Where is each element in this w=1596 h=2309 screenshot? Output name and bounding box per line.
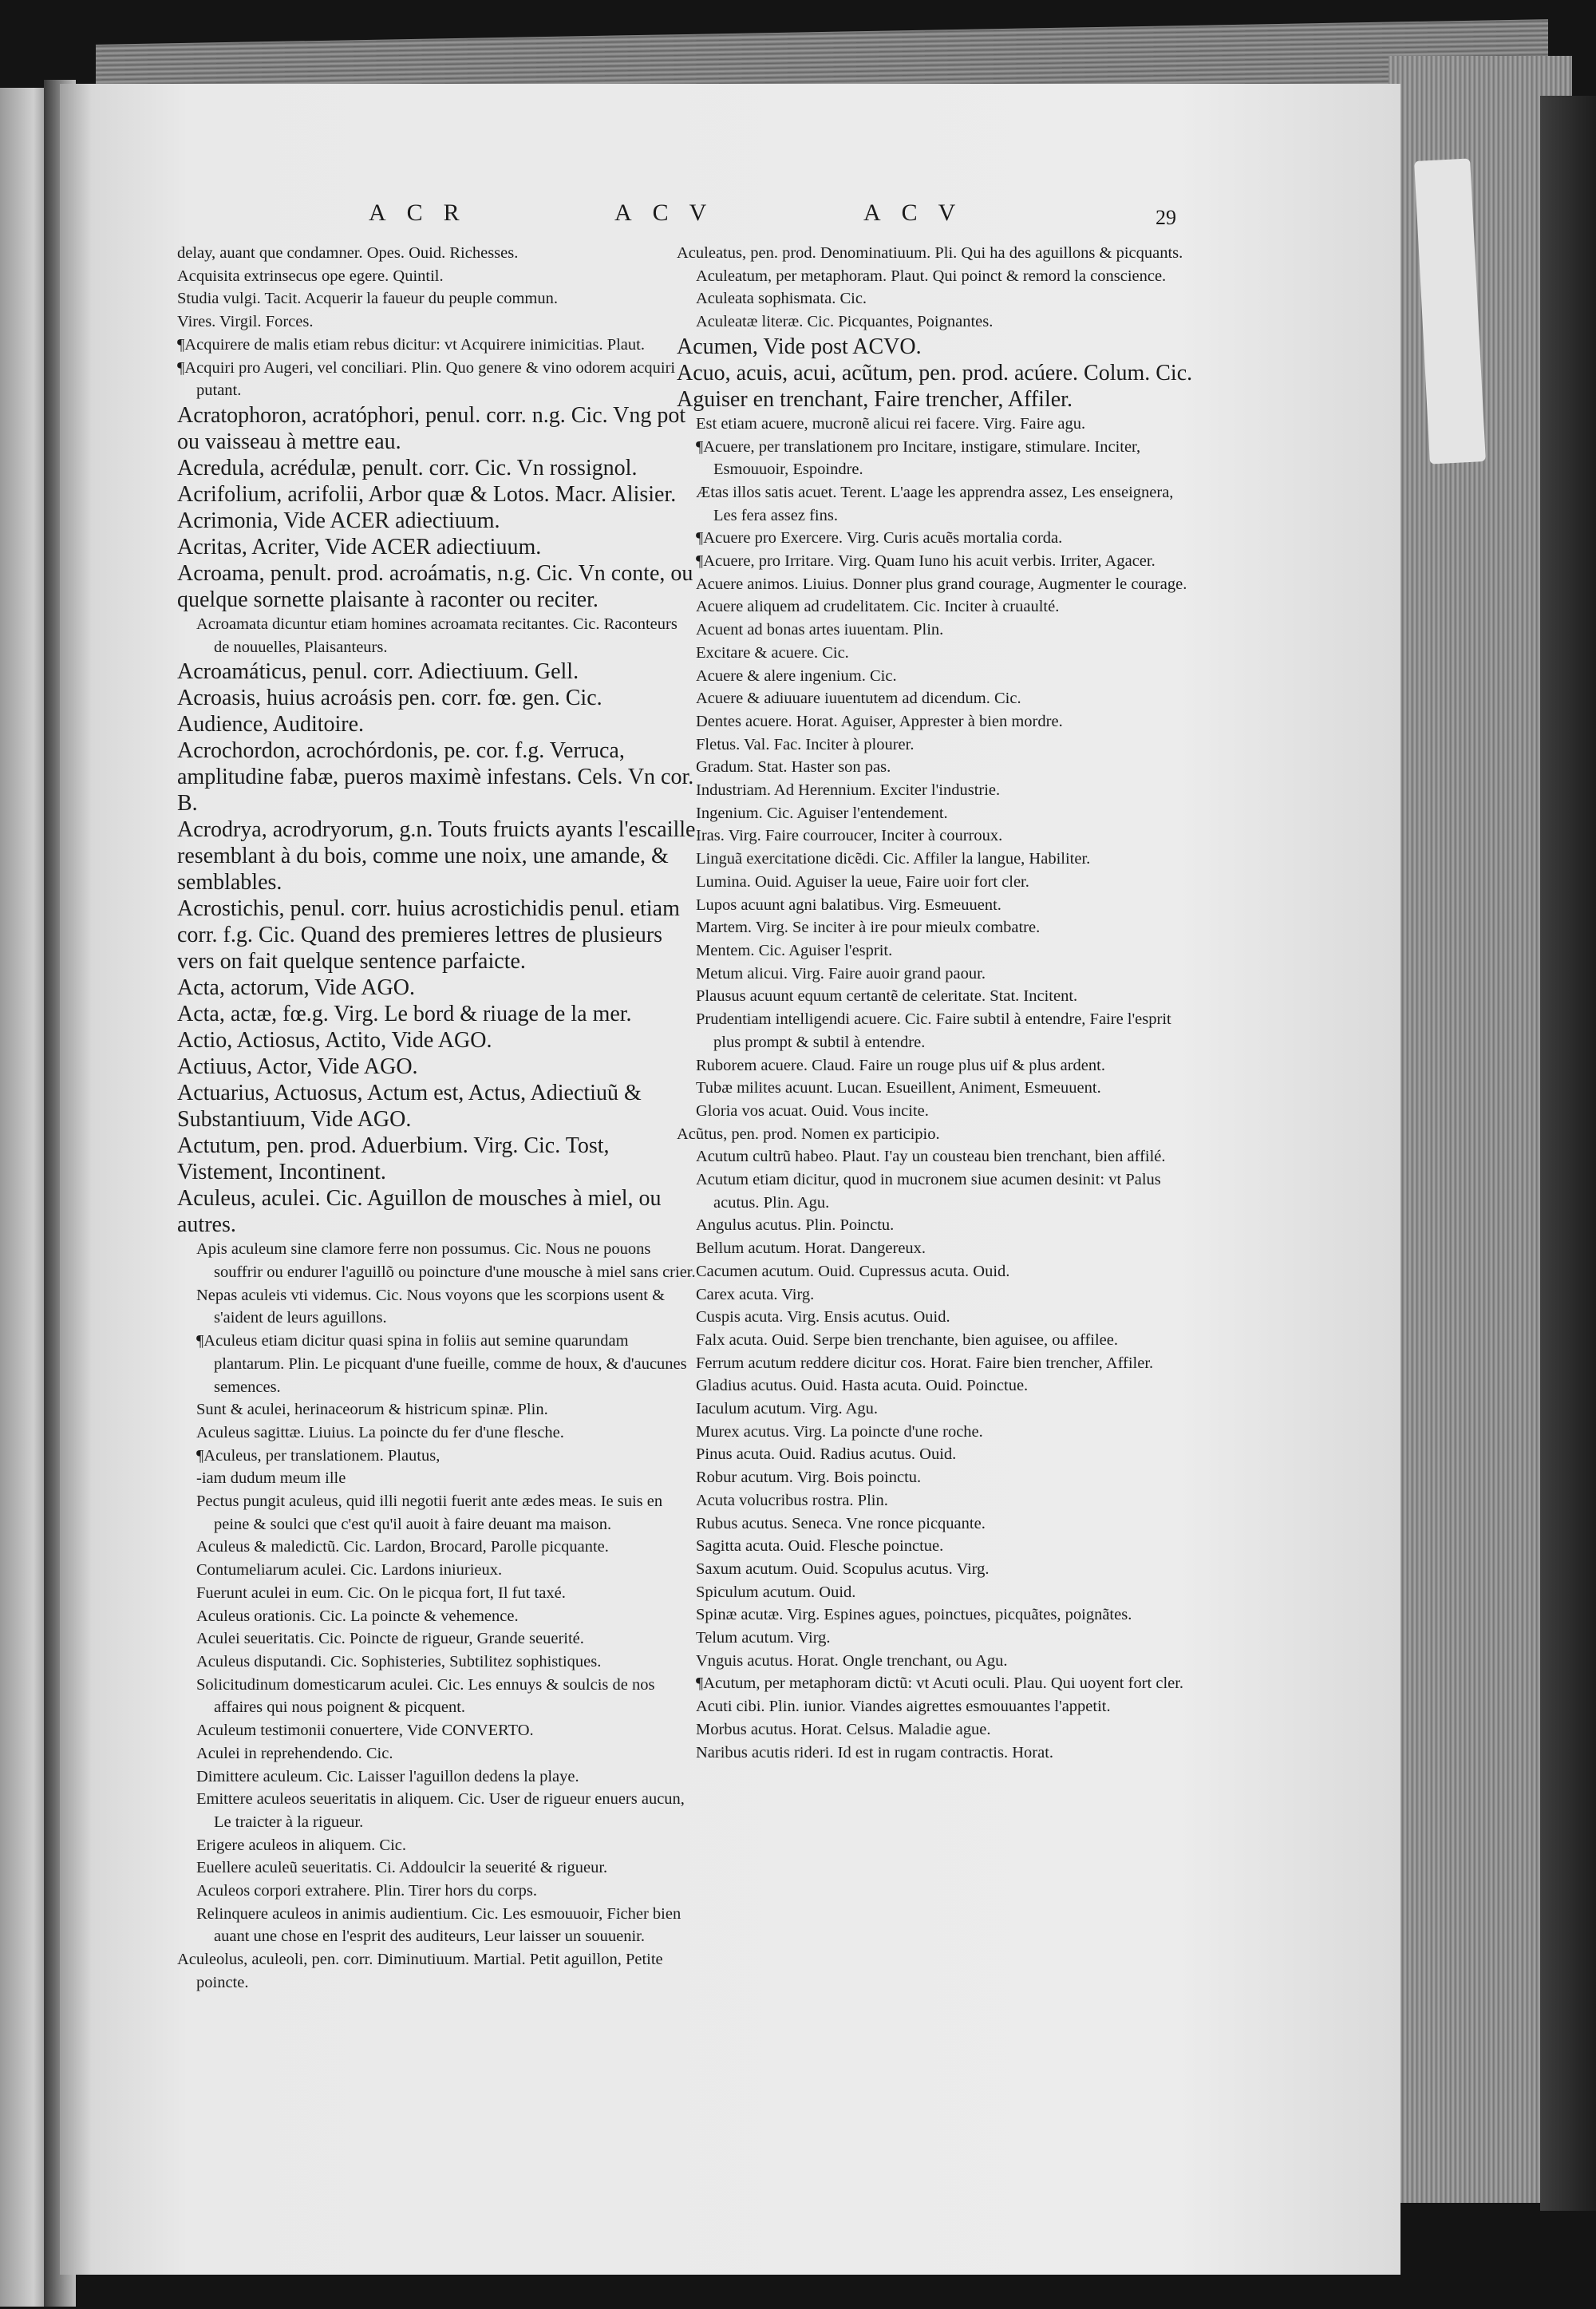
dictionary-entry: Gladius acutus. Ouid. Hasta acuta. Ouid. Poinctue. [696,1377,1029,1395]
dictionary-entry: Aculeatum, per metaphoram. Plaut. Qui poinct & remord la conscience. [696,267,1167,285]
dictionary-entry: Dimittere aculeum. Cic. Laisser l'aguillon dedens la playe. [196,1767,579,1785]
dictionary-entry: Aculeus orationis. Cic. La poincte & vehemence. [196,1607,519,1625]
dictionary-entry: Acuere & alere ingenium. Cic. [696,666,897,685]
dictionary-entry: Acquisita extrinsecus ope egere. Quintil. [177,267,444,285]
dictionary-entry: Lumina. Ouid. Aguiser la ueue, Faire uoir fort cler. [696,872,1029,891]
dictionary-entry: Acrifolium, acrifolii, Arbor quæ & Lotos. Macr. Alisier. [177,481,677,507]
dictionary-entry: Aculeus, aculei. Cic. Aguillon de mousches à miel, ou autres. [177,1186,662,1238]
dictionary-entry: Aculeata sophismata. Cic. [696,290,867,308]
dictionary-entry: Acrimonia, Vide ACER adiectiuum. [177,508,500,533]
dictionary-entry: Acuent ad bonas artes iuuentam. Plin. [696,621,944,639]
dictionary-entry: Acroamáticus, penul. corr. Adiectiuum. Gell. [177,659,579,685]
dictionary-entry: ¶Acquiri pro Augeri, vel conciliari. Plin. Quo genere & vino odorem acquiri putant. [177,358,676,400]
right-column [677,242,1195,1934]
dictionary-entry: Iras. Virg. Faire courroucer, Inciter à courroux. [696,827,1003,845]
dictionary-entry: ¶Acuere pro Exercere. Virg. Curis acuẽs mortalia corda. [696,529,1063,548]
dictionary-entry: Aculeos corpori extrahere. Plin. Tirer hors du corps. [196,1882,537,1900]
dictionary-entry: Fletus. Val. Fac. Inciter à plourer. [696,735,915,753]
dictionary-entry: Spiculum acutum. Ouid. [696,1583,856,1601]
dictionary-entry: Tubæ milites acuunt. Lucan. Esueillent, Animent, Esmeuuent. [696,1079,1101,1097]
left-column [177,242,696,1991]
page-number: 29 [1156,206,1176,229]
dictionary-entry: Acroasis, huius acroásis pen. corr. fœ. gen. Cic. Audience, Auditoire. [177,686,602,737]
dictionary-entry: Carex acuta. Virg. [696,1285,815,1303]
dictionary-entry: Martem. Virg. Se inciter à ire pour mieulx combatre. [696,919,1041,937]
dictionary-entry: Apis aculeum sine clamore ferre non possumus. Cic. Nous ne pouons souffrir ou endurer l'aguillõ ou poincture d'une mousche à miel sans crier. [196,1240,696,1282]
dictionary-entry: Vires. Virgil. Forces. [177,313,314,331]
dictionary-entry: Acutum cultrũ habeo. Plaut. I'ay un cousteau bien trenchant, bien affilé. [696,1148,1166,1166]
dictionary-entry: Saxum acutum. Ouid. Scopulus acutus. Virg. [696,1560,990,1578]
dictionary-entry: Vnguis acutus. Horat. Ongle trenchant, ou Agu. [696,1651,1008,1670]
dictionary-entry: Acroama, penult. prod. acroámatis, n.g. Cic. Vn conte, ou quelque sornette plaisante à raconter ou reciter. [177,560,693,612]
dictionary-entry: Acta, actæ, fœ.g. Virg. Le bord & riuage de la mer. [177,1002,632,1027]
dictionary-entry: Naribus acutis rideri. Id est in rugam contractis. Horat. [696,1743,1054,1761]
dictionary-entry: delay, auant que condamner. Opes. Ouid. Richesses. [177,244,519,262]
dictionary-entry: Erigere aculeos in aliquem. Cic. [196,1836,406,1854]
dictionary-entry: Ingenium. Cic. Aguiser l'entendement. [696,804,948,822]
dictionary-entry: Bellum acutum. Horat. Dangereux. [696,1240,926,1258]
dictionary-entry: Plausus acuunt equum certantẽ de celeritate. Stat. Incitent. [696,987,1078,1006]
dictionary-entry: Aculei in reprehendendo. Cic. [196,1744,393,1762]
dictionary-entry: Aculeus disputandi. Cic. Sophisteries, Subtilitez sophistiques. [196,1652,602,1670]
dictionary-entry: ¶Acquirere de malis etiam rebus dicitur: vt Acquirere inimicitias. Plaut. [177,335,645,354]
dictionary-entry: Acũtus, pen. prod. Nomen ex participio. [677,1125,940,1143]
dictionary-entry: Acrostichis, penul. corr. huius acrostichidis penul. etiam corr. f.g. Cic. Quand des premieres lettres de plusieurs vers on fait quelque sentence parfaicte. [177,896,680,975]
book-cover [1540,96,1596,2211]
dictionary-entry: Dentes acuere. Horat. Aguiser, Apprester à bien mordre. [696,712,1063,730]
dictionary-entry: Acuo, acuis, acui, acũtum, pen. prod. acúere. Colum. Cic. Aguiser en trenchant, Faire trencher, Affiler. [677,360,1193,412]
dictionary-entry: Pinus acuta. Ouid. Radius acutus. Ouid. [696,1445,957,1464]
dictionary-entry: Acroamata dicuntur etiam homines acroamata recitantes. Cic. Raconteurs de nouuelles, Plaisanteurs. [196,615,678,656]
dictionary-entry: Ætas illos satis acuet. Terent. L'aage les apprendra assez, Les enseignera, Les fera assez fins. [696,483,1174,524]
dictionary-entry: ¶Aculeus, per translationem. Plautus, [196,1446,440,1465]
dictionary-entry: ¶Acuere, per translationem pro Incitare, instigare, stimulare. Inciter, Esmouuoir, Espoindre. [696,437,1141,479]
dictionary-entry: Lupos acuunt agni balatibus. Virg. Esmeuuent. [696,896,1001,914]
dictionary-entry: Prudentiam intelligendi acuere. Cic. Faire subtil à entendre, Faire l'esprit plus prompt & subtil à entendre. [696,1010,1171,1051]
dictionary-entry: Nepas aculeis vti videmus. Cic. Nous voyons que les scorpions usent & s'aident de leurs aguillons. [196,1286,666,1327]
dictionary-entry: Fuerunt aculei in eum. Cic. On le picqua fort, Il fut taxé. [196,1583,566,1602]
dictionary-entry: Aculeolus, aculeoli, pen. corr. Diminutiuum. Martial. Petit aguillon, Petite poincte. [177,1951,663,1991]
dictionary-entry: Contumeliarum aculei. Cic. Lardons iniurieux. [196,1561,503,1580]
dictionary-entry: ¶Aculeus etiam dicitur quasi spina in foliis aut semine quarundam plantarum. Plin. Le picquant d'une fueille, comme de houx, & d'aucunes semences. [196,1332,687,1396]
running-head-right: ACV [863,200,977,226]
dictionary-entry: Aculeatæ literæ. Cic. Picquantes, Poignantes. [696,313,994,331]
dictionary-entry: Acuti cibi. Plin. iunior. Viandes aigrettes esmouuantes l'appetit. [696,1698,1111,1716]
dictionary-entry: Gloria vos acuat. Ouid. Vous incite. [696,1101,929,1120]
dictionary-entry: Acuere animos. Liuius. Donner plus grand courage, Augmenter le courage. [696,575,1187,593]
dictionary-entry: Ruborem acuere. Claud. Faire un rouge plus uif & plus ardent. [696,1056,1105,1074]
dictionary-entry: Relinquere aculeos in animis audientium. Cic. Les esmouuoir, Ficher bien auant une chose en l'esprit des auditeurs, Leur laisser un souuenir. [196,1904,681,1946]
dictionary-entry: Metum alicui. Virg. Faire auoir grand paour. [696,964,986,983]
dictionary-entry: Robur acutum. Virg. Bois poinctu. [696,1469,922,1487]
dictionary-entry: Actiuus, Actor, Vide AGO. [177,1054,418,1080]
dictionary-entry: Solicitudinum domesticarum aculei. Cic. Les ennuys & soulcis de nos affaires qui nous poignent & picquent. [196,1675,655,1717]
dictionary-entry: Cuspis acuta. Virg. Ensis acutus. Ouid. [696,1308,950,1326]
dictionary-entry: Acrochordon, acrochórdonis, pe. cor. f.g. Verruca, amplitudine fabæ, pueros maximè infestans. Cels. Vn cor. B. [177,738,694,816]
dictionary-entry: Actutum, pen. prod. Aduerbium. Virg. Cic. Tost, Vistement, Incontinent. [177,1133,610,1185]
dictionary-entry: Est etiam acuere, mucronẽ alicui rei facere. Virg. Faire agu. [696,414,1086,433]
dictionary-entry: Rubus acutus. Seneca. Vne ronce picquante. [696,1514,986,1532]
dictionary-entry: Telum acutum. Virg. [696,1629,831,1647]
dictionary-entry: Actio, Actiosus, Actito, Vide AGO. [177,1028,492,1054]
dictionary-entry: Acredula, acrédulæ, penult. corr. Cic. Vn rossignol. [177,455,638,480]
running-head-left: ACR [369,200,480,226]
dictionary-entry: Acritas, Acriter, Vide ACER adiectiuum. [177,534,542,559]
dictionary-entry: Sunt & aculei, herinaceorum & histricum spinæ. Plin. [196,1401,548,1419]
dictionary-entry: Ferrum acutum reddere dicitur cos. Horat. Faire bien trencher, Affiler. [696,1354,1154,1372]
dictionary-entry: Actuarius, Actuosus, Actum est, Actus, Adiectiuũ & Substantiuum, Vide AGO. [177,1081,642,1133]
dictionary-entry: Acuere aliquem ad crudelitatem. Cic. Inciter à cruaulté. [696,598,1060,616]
dictionary-entry: Acuere & adiuuare iuuentutem ad dicendum. Cic. [696,690,1021,708]
dictionary-entry: Aculeus & maledictũ. Cic. Lardon, Brocard, Parolle picquante. [196,1538,609,1556]
dictionary-entry: Acuta volucribus rostra. Plin. [696,1491,888,1509]
dictionary-entry: Euellere aculeũ seueritatis. Ci. Addoulcir la seuerité & rigueur. [196,1859,608,1877]
dictionary-entry: -iam dudum meum ille [196,1469,346,1488]
dictionary-entry: Acta, actorum, Vide AGO. [177,975,415,1001]
dictionary-entry: Gradum. Stat. Haster son pas. [696,758,891,777]
dictionary-entry: Spinæ acutæ. Virg. Espines agues, poinctues, picquãtes, poignãtes. [696,1606,1132,1624]
dictionary-entry: Morbus acutus. Horat. Celsus. Maladie ague. [696,1720,991,1738]
dictionary-entry: Pectus pungit aculeus, quid illi negotii fuerit ante ædes meas. Ie suis en peine & soulci que c'est qu'il auoit à faire deuant ma maison. [196,1493,663,1533]
dictionary-entry: Aculei seueritatis. Cic. Poincte de rigueur, Grande seuerité. [196,1630,584,1648]
dictionary-entry: Emittere aculeos seueritatis in aliquem. Cic. User de rigueur enuers aucun, Le traicter à la rigueur. [196,1790,685,1831]
dictionary-entry: Sagitta acuta. Ouid. Flesche poinctue. [696,1537,944,1556]
dictionary-entry: Mentem. Cic. Aguiser l'esprit. [696,941,893,959]
dictionary-entry: Excitare & acuere. Cic. [696,643,849,662]
dictionary-entry: Industriam. Ad Herennium. Exciter l'industrie. [696,781,1001,800]
dictionary-entry: ¶Acutum, per metaphoram dictũ: vt Acuti oculi. Plau. Qui uoyent fort cler. [696,1674,1184,1693]
dictionary-entry: Acutum etiam dicitur, quod in mucronem siue acumen desinit: vt Palus acutus. Plin. Agu. [696,1171,1161,1212]
dictionary-entry: Murex acutus. Virg. La poincte d'une roche. [696,1422,983,1441]
dictionary-entry: Aculeus sagittæ. Liuius. La poincte du fer d'une flesche. [196,1423,564,1441]
dictionary-entry: Angulus acutus. Plin. Poinctu. [696,1216,895,1235]
running-head-middle: ACV [614,200,728,226]
dictionary-entry: Falx acuta. Ouid. Serpe bien trenchante, bien aguisee, ou affilee. [696,1330,1119,1349]
dictionary-entry: Aculeum testimonii conuertere, Vide CONVERTO. [196,1722,534,1740]
dictionary-entry: Cacumen acutum. Ouid. Cupressus acuta. Ouid. [696,1262,1010,1280]
dictionary-entry: Aculeatus, pen. prod. Denominatiuum. Pli. Qui ha des aguillons & picquants. [677,244,1183,262]
dictionary-entry: Acumen, Vide post ACVO. [677,334,922,359]
dictionary-entry: ¶Acuere, pro Irritare. Virg. Quam Iuno his acuit verbis. Irriter, Agacer. [696,552,1156,571]
dictionary-entry: Acratophoron, acratóphori, penul. corr. n.g. Cic. Vng pot ou vaisseau à mettre eau. [177,402,686,454]
dictionary-entry: Studia vulgi. Tacit. Acquerir la faueur du peuple commun. [177,290,558,308]
dictionary-entry: Acrodrya, acrodryorum, g.n. Touts fruicts ayants l'escaille resemblant à du bois, comme une noix, une amande, & semblables. [177,817,696,896]
dictionary-entry: Iaculum acutum. Virg. Agu. [696,1400,879,1418]
dictionary-entry: Linguã exercitatione dicẽdi. Cic. Affiler la langue, Habiliter. [696,850,1091,868]
